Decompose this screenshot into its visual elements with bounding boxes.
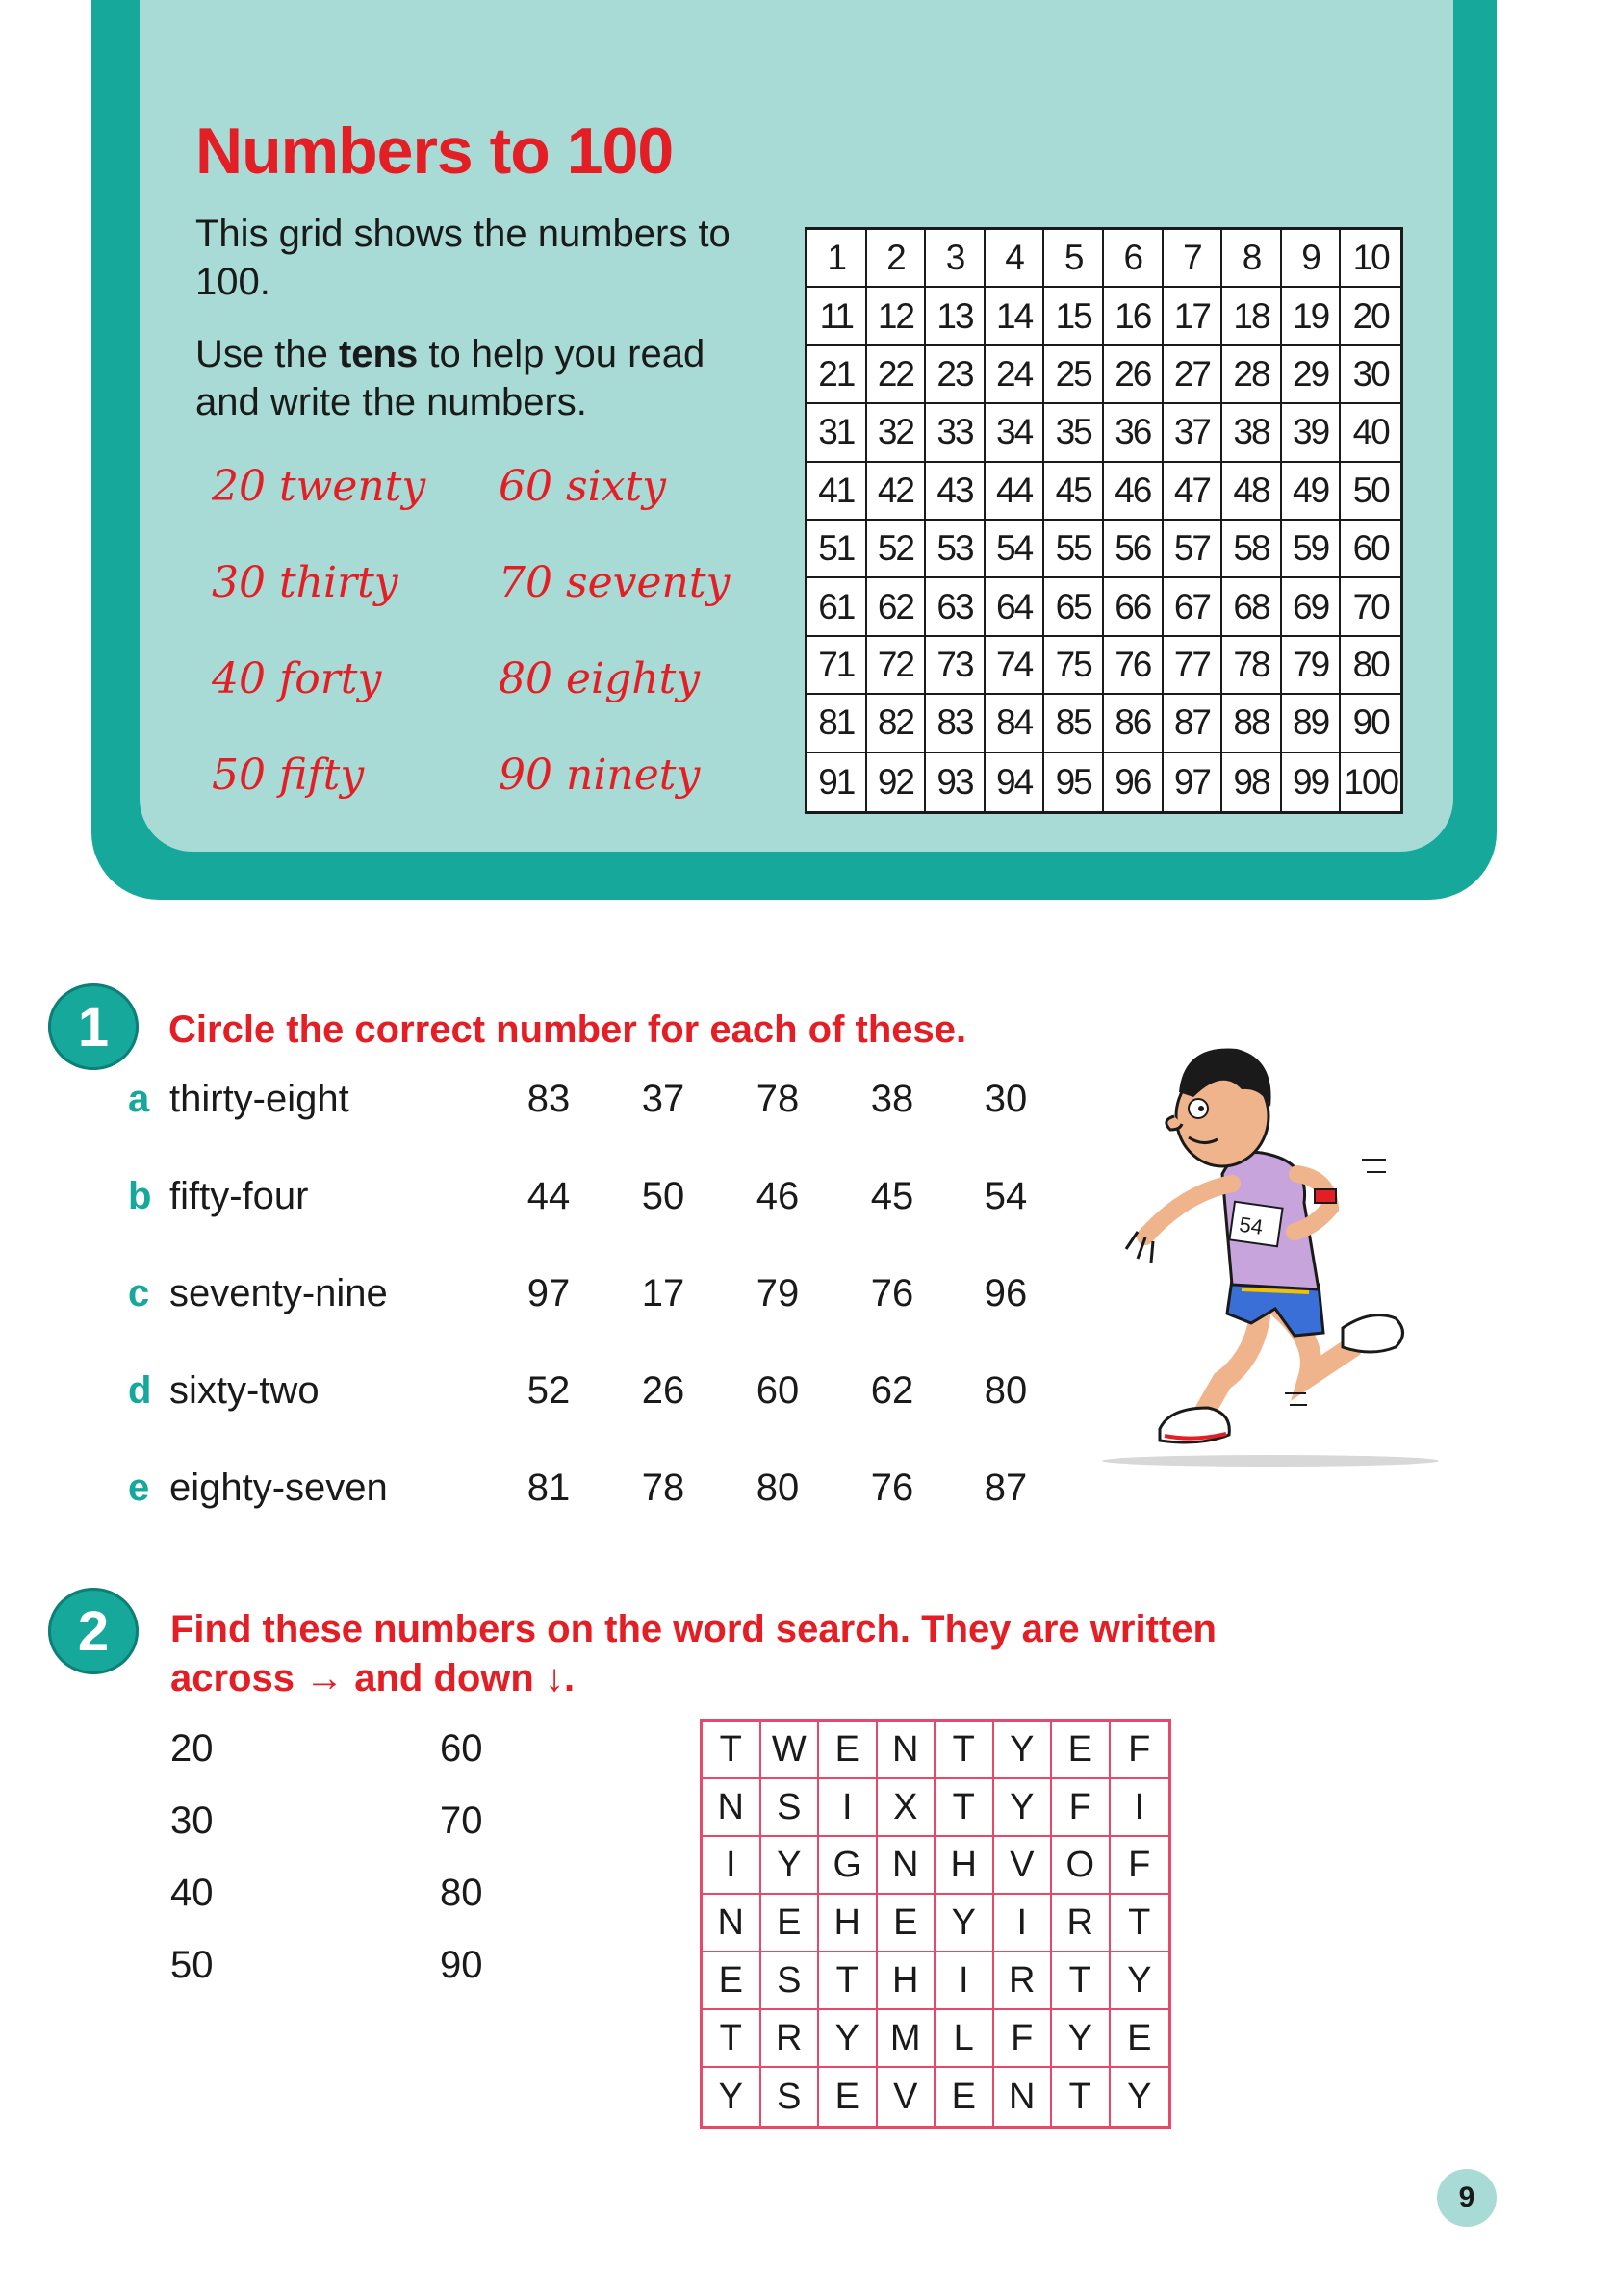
- tens-number: 80: [499, 654, 552, 703]
- grid-number-cell: 88: [1222, 695, 1282, 753]
- grid-number-cell: 89: [1282, 695, 1342, 753]
- word-search-letter[interactable]: N: [878, 1722, 936, 1779]
- grid-number-cell: 94: [986, 753, 1045, 811]
- word-search-letter[interactable]: H: [878, 1952, 936, 2010]
- number-option[interactable]: 44: [526, 1175, 571, 1217]
- grid-number-cell: 53: [926, 521, 986, 578]
- grid-number-cell: 75: [1044, 637, 1104, 695]
- number-option[interactable]: 62: [870, 1369, 914, 1412]
- question-2-badge: 2: [48, 1588, 139, 1674]
- item-letter: c: [128, 1272, 150, 1314]
- grid-number-cell: 30: [1341, 346, 1400, 404]
- grid-number-cell: 17: [1164, 288, 1223, 345]
- number-to-find: 70: [440, 1799, 483, 1842]
- grid-number-cell: 1: [808, 230, 867, 288]
- tens-number: 50: [212, 751, 266, 800]
- number-option[interactable]: 26: [641, 1369, 685, 1412]
- grid-number-cell: 76: [1104, 637, 1164, 695]
- q1-item-a: [128, 1078, 1052, 1135]
- grid-number-cell: 11: [808, 288, 867, 345]
- word-search-letter[interactable]: H: [936, 1837, 994, 1895]
- grid-number-cell: 100: [1344, 761, 1398, 802]
- page-number: 9: [1437, 2169, 1497, 2227]
- word-search-letter[interactable]: S: [761, 1779, 820, 1837]
- number-option[interactable]: 50: [641, 1175, 685, 1217]
- word-search-letter[interactable]: T: [819, 1952, 878, 2010]
- tens-item: [212, 558, 398, 607]
- grid-number-cell: 63: [926, 578, 986, 636]
- grid-number-cell: 51: [808, 521, 867, 578]
- tens-word: thirty: [279, 558, 398, 607]
- word-search-letter[interactable]: T: [703, 1722, 761, 1779]
- word-search-letter[interactable]: Y: [819, 2010, 878, 2068]
- word-search-letter[interactable]: Y: [1127, 2076, 1152, 2117]
- number-to-find: 80: [440, 1872, 483, 1914]
- tens-item: [499, 462, 666, 511]
- q1-item-c: [128, 1272, 1052, 1330]
- question-1-badge: 1: [48, 983, 139, 1070]
- word-search-letter[interactable]: R: [994, 1952, 1053, 2010]
- word-search-letter[interactable]: V: [994, 1837, 1053, 1895]
- grid-number-cell: 78: [1222, 637, 1282, 695]
- intro-text-1: This grid shows the numbers to 100.: [195, 213, 731, 303]
- grid-number-cell: 74: [986, 637, 1045, 695]
- tens-number: 20: [212, 462, 266, 511]
- grid-number-cell: 98: [1222, 753, 1282, 811]
- grid-number-cell: 64: [986, 578, 1045, 636]
- word-search-letter[interactable]: X: [878, 1779, 936, 1837]
- word-search-letter[interactable]: T: [1052, 1952, 1111, 2010]
- grid-number-cell: 70: [1341, 578, 1400, 636]
- word-search-letter[interactable]: I: [703, 1837, 761, 1895]
- word-search-letter[interactable]: T: [936, 1779, 994, 1837]
- number-option[interactable]: 80: [756, 1467, 800, 1509]
- word-search-letter[interactable]: E: [1111, 2010, 1169, 2068]
- word-search-letter[interactable]: E: [936, 2068, 994, 2126]
- item-letter: b: [128, 1175, 152, 1217]
- word-search-letter[interactable]: V: [878, 2068, 936, 2126]
- word-search-letter[interactable]: R: [761, 2010, 820, 2068]
- grid-number-cell: 49: [1282, 463, 1342, 521]
- grid-number-cell: 67: [1164, 578, 1223, 636]
- grid-number-cell: 33: [926, 404, 986, 462]
- item-letter: e: [128, 1467, 150, 1509]
- tens-item: [499, 654, 700, 703]
- question-1-instruction: Circle the correct number for each of these.: [168, 1008, 967, 1051]
- grid-number-cell: 99: [1282, 753, 1342, 811]
- item-letter: d: [128, 1369, 152, 1412]
- number-option[interactable]: 87: [984, 1467, 1028, 1509]
- grid-number-cell: 42: [867, 463, 927, 521]
- grid-number-cell: 72: [867, 637, 927, 695]
- word-search-letter[interactable]: E: [1052, 1722, 1111, 1779]
- word-search-letter[interactable]: T: [703, 2010, 761, 2068]
- grid-number-cell: 8: [1222, 230, 1282, 288]
- number-to-find: 90: [440, 1944, 483, 1986]
- grid-number-cell: 3: [926, 230, 986, 288]
- word-search-letter[interactable]: Y: [1052, 2010, 1111, 2068]
- item-letter: a: [128, 1078, 150, 1120]
- tens-number: 70: [499, 558, 552, 607]
- word-search-letter[interactable]: W: [761, 1722, 820, 1779]
- word-search-letter[interactable]: F: [1111, 1837, 1169, 1895]
- item-word: sixty-two: [169, 1369, 320, 1412]
- grid-number-cell: 95: [1044, 753, 1104, 811]
- grid-number-cell: 19: [1282, 288, 1342, 345]
- page-title: Numbers to 100: [195, 115, 674, 188]
- grid-number-cell: 18: [1222, 288, 1282, 345]
- grid-number-cell: 97: [1164, 753, 1223, 811]
- number-option[interactable]: 79: [756, 1272, 800, 1314]
- grid-number-cell: 2: [867, 230, 927, 288]
- word-search-letter[interactable]: Y: [1111, 1952, 1169, 2010]
- word-search-letter[interactable]: E: [819, 1722, 878, 1779]
- question-2-instruction-line-2: across → and down ↓.: [170, 1657, 576, 1699]
- grid-number-cell: 84: [986, 695, 1045, 753]
- word-search-letter[interactable]: H: [819, 1895, 878, 1952]
- word-search-letter[interactable]: N: [703, 1779, 761, 1837]
- intro-text-2-end: to help you read and write the numbers.: [195, 333, 705, 423]
- number-option[interactable]: 37: [641, 1078, 685, 1120]
- question-2-instruction-line-1: Find these numbers on the word search. They are written: [170, 1608, 1217, 1650]
- grid-number-cell: 92: [867, 753, 927, 811]
- hundred-square-grid: [805, 227, 1403, 814]
- word-search-letter[interactable]: O: [1052, 1837, 1111, 1895]
- tens-number: 30: [212, 558, 266, 607]
- grid-number-cell: 45: [1044, 463, 1104, 521]
- word-search-letter[interactable]: F: [1052, 1779, 1111, 1837]
- grid-number-cell: 47: [1164, 463, 1223, 521]
- grid-number-cell: 82: [867, 695, 927, 753]
- grid-number-cell: 41: [808, 463, 867, 521]
- word-search-letter[interactable]: Y: [994, 1779, 1053, 1837]
- grid-number-cell: 87: [1164, 695, 1223, 753]
- grid-number-cell: 25: [1044, 346, 1104, 404]
- word-search-letter[interactable]: I: [1111, 1779, 1169, 1837]
- grid-number-cell: 12: [867, 288, 927, 345]
- item-word: fifty-four: [169, 1175, 309, 1217]
- tens-number: 60: [499, 462, 552, 511]
- grid-number-cell: 73: [926, 637, 986, 695]
- grid-number-cell: 54: [986, 521, 1045, 578]
- word-search-letter[interactable]: N: [703, 1895, 761, 1952]
- grid-number-cell: 39: [1282, 404, 1342, 462]
- grid-number-cell: 35: [1044, 404, 1104, 462]
- grid-number-cell: 86: [1104, 695, 1164, 753]
- word-search-letter[interactable]: Y: [703, 2068, 761, 2126]
- grid-number-cell: 43: [926, 463, 986, 521]
- number-option[interactable]: 54: [984, 1175, 1028, 1217]
- tens-word: forty: [279, 654, 382, 703]
- word-search-letter[interactable]: S: [761, 1952, 820, 2010]
- grid-number-cell: 6: [1104, 230, 1164, 288]
- grid-number-cell: 56: [1104, 521, 1164, 578]
- grid-number-cell: 24: [986, 346, 1045, 404]
- grid-number-cell: 4: [986, 230, 1045, 288]
- grid-number-cell: 27: [1164, 346, 1223, 404]
- word-search-letter[interactable]: Y: [761, 1837, 820, 1895]
- number-option[interactable]: 78: [756, 1078, 800, 1120]
- grid-number-cell: 85: [1044, 695, 1104, 753]
- grid-number-cell: 80: [1341, 637, 1400, 695]
- grid-number-cell: 79: [1282, 637, 1342, 695]
- grid-number-cell: 81: [808, 695, 867, 753]
- grid-number-cell: 57: [1164, 521, 1223, 578]
- grid-number-cell: 26: [1104, 346, 1164, 404]
- number-option[interactable]: 83: [526, 1078, 571, 1120]
- grid-number-cell: 40: [1341, 404, 1400, 462]
- grid-number-cell: 16: [1104, 288, 1164, 345]
- grid-number-cell: 36: [1104, 404, 1164, 462]
- grid-number-cell: 52: [867, 521, 927, 578]
- word-search-letter[interactable]: I: [936, 1952, 994, 2010]
- grid-number-cell: 69: [1282, 578, 1342, 636]
- grid-number-cell: 96: [1104, 753, 1164, 811]
- number-list-right: [440, 1727, 483, 2016]
- grid-number-cell: 91: [808, 753, 867, 811]
- tens-word: eighty: [566, 654, 701, 703]
- grid-number-cell: 71: [808, 637, 867, 695]
- grid-number-cell: 10: [1341, 230, 1400, 288]
- tens-item: [499, 751, 700, 800]
- tens-word: twenty: [279, 462, 426, 511]
- intro-text-2-start: Use the: [195, 333, 339, 375]
- number-option[interactable]: 97: [526, 1272, 571, 1314]
- word-search-letter[interactable]: N: [994, 2068, 1053, 2126]
- tens-item: [499, 558, 730, 607]
- grid-number-cell: 44: [986, 463, 1045, 521]
- grid-number-cell: 48: [1222, 463, 1282, 521]
- grid-number-cell: 37: [1164, 404, 1223, 462]
- word-search-letter[interactable]: F: [1111, 1722, 1169, 1779]
- grid-number-cell: 59: [1282, 521, 1342, 578]
- grid-number-cell: 62: [867, 578, 927, 636]
- grid-number-cell: 29: [1282, 346, 1342, 404]
- item-word: thirty-eight: [169, 1078, 349, 1120]
- word-search-letter[interactable]: N: [878, 1837, 936, 1895]
- word-search-grid: [700, 1719, 1171, 2129]
- grid-number-cell: 50: [1341, 463, 1400, 521]
- word-search-letter[interactable]: E: [819, 2068, 878, 2126]
- word-search-letter[interactable]: E: [703, 1952, 761, 2010]
- grid-number-cell: 93: [926, 753, 986, 811]
- word-search-letter[interactable]: R: [1052, 1895, 1111, 1952]
- number-to-find: 30: [170, 1799, 214, 1842]
- grid-number-cell: 22: [867, 346, 927, 404]
- grid-number-cell: 83: [926, 695, 986, 753]
- grid-number-cell: 77: [1164, 637, 1223, 695]
- grid-number-cell: 90: [1341, 695, 1400, 753]
- grid-number-cell: 28: [1222, 346, 1282, 404]
- number-option[interactable]: 52: [526, 1369, 571, 1412]
- word-search-letter[interactable]: S: [761, 2068, 820, 2126]
- tens-number: 40: [212, 654, 266, 703]
- number-option[interactable]: 38: [870, 1078, 914, 1120]
- word-search-letter[interactable]: G: [819, 1837, 878, 1895]
- word-search-letter[interactable]: M: [878, 2010, 936, 2068]
- intro-text-2: [195, 330, 763, 426]
- item-word: eighty-seven: [169, 1467, 388, 1509]
- tens-list: [212, 452, 770, 818]
- number-option[interactable]: 81: [526, 1467, 571, 1509]
- tens-word: sixty: [566, 462, 667, 511]
- grid-number-cell: 14: [986, 288, 1045, 345]
- word-search-letter[interactable]: T: [1111, 1895, 1169, 1952]
- number-option[interactable]: 46: [756, 1175, 800, 1217]
- word-search-letter[interactable]: E: [878, 1895, 936, 1952]
- grid-number-cell: 66: [1104, 578, 1164, 636]
- grid-number-cell: 23: [926, 346, 986, 404]
- number-option[interactable]: 60: [756, 1369, 800, 1412]
- number-option[interactable]: 76: [870, 1272, 914, 1314]
- word-search-letter[interactable]: I: [994, 1895, 1053, 1952]
- grid-number-cell: 15: [1044, 288, 1104, 345]
- tens-item: [212, 462, 425, 511]
- number-option[interactable]: 96: [984, 1272, 1028, 1314]
- word-search-letter[interactable]: E: [761, 1895, 820, 1952]
- grid-number-cell: 46: [1104, 463, 1164, 521]
- tens-item: [212, 654, 381, 703]
- grid-number-cell: 32: [867, 404, 927, 462]
- word-search-letter[interactable]: L: [936, 2010, 994, 2068]
- word-search-letter[interactable]: T: [1052, 2068, 1111, 2126]
- grid-number-cell: 13: [926, 288, 986, 345]
- runner-illustration: [1078, 1001, 1501, 1501]
- q1-item-e: [128, 1467, 1052, 1524]
- grid-number-cell: 55: [1044, 521, 1104, 578]
- grid-number-cell: 58: [1222, 521, 1282, 578]
- grid-number-cell: 5: [1044, 230, 1104, 288]
- grid-number-cell: 61: [808, 578, 867, 636]
- item-word: seventy-nine: [169, 1272, 388, 1314]
- number-option[interactable]: 30: [984, 1078, 1028, 1120]
- number-option[interactable]: 17: [641, 1272, 685, 1314]
- runner-bib-number: 54: [1238, 1212, 1265, 1239]
- grid-number-cell: 9: [1282, 230, 1342, 288]
- number-to-find: 20: [170, 1727, 214, 1770]
- number-to-find: 40: [170, 1872, 214, 1914]
- tens-item: [212, 751, 364, 800]
- tens-number: 90: [499, 751, 552, 800]
- number-option[interactable]: 45: [870, 1175, 914, 1217]
- word-search-letter[interactable]: Y: [936, 1895, 994, 1952]
- number-to-find: 50: [170, 1944, 214, 1986]
- grid-number-cell: 38: [1222, 404, 1282, 462]
- grid-number-cell: 7: [1164, 230, 1223, 288]
- tens-word: fifty: [279, 751, 365, 800]
- number-option[interactable]: 76: [870, 1467, 914, 1509]
- grid-number-cell: 21: [808, 346, 867, 404]
- intro-text-2-bold: tens: [338, 333, 419, 375]
- grid-number-cell: 34: [986, 404, 1045, 462]
- tens-word: seventy: [566, 558, 731, 607]
- grid-number-cell: 68: [1222, 578, 1282, 636]
- number-option[interactable]: 78: [641, 1467, 685, 1509]
- number-list-left: [170, 1727, 214, 2016]
- word-search-letter[interactable]: I: [819, 1779, 878, 1837]
- grid-number-cell: 60: [1341, 521, 1400, 578]
- grid-number-cell: 20: [1341, 288, 1400, 345]
- grid-number-cell: 65: [1044, 578, 1104, 636]
- tens-word: ninety: [566, 751, 701, 800]
- word-search-letter[interactable]: Y: [994, 1722, 1053, 1779]
- q1-item-b: [128, 1175, 1052, 1233]
- grid-number-cell: 31: [808, 404, 867, 462]
- q1-item-d: [128, 1369, 1052, 1427]
- number-to-find: 60: [440, 1727, 483, 1770]
- number-option[interactable]: 80: [984, 1369, 1028, 1412]
- word-search-letter[interactable]: F: [994, 2010, 1053, 2068]
- word-search-letter[interactable]: T: [936, 1722, 994, 1779]
